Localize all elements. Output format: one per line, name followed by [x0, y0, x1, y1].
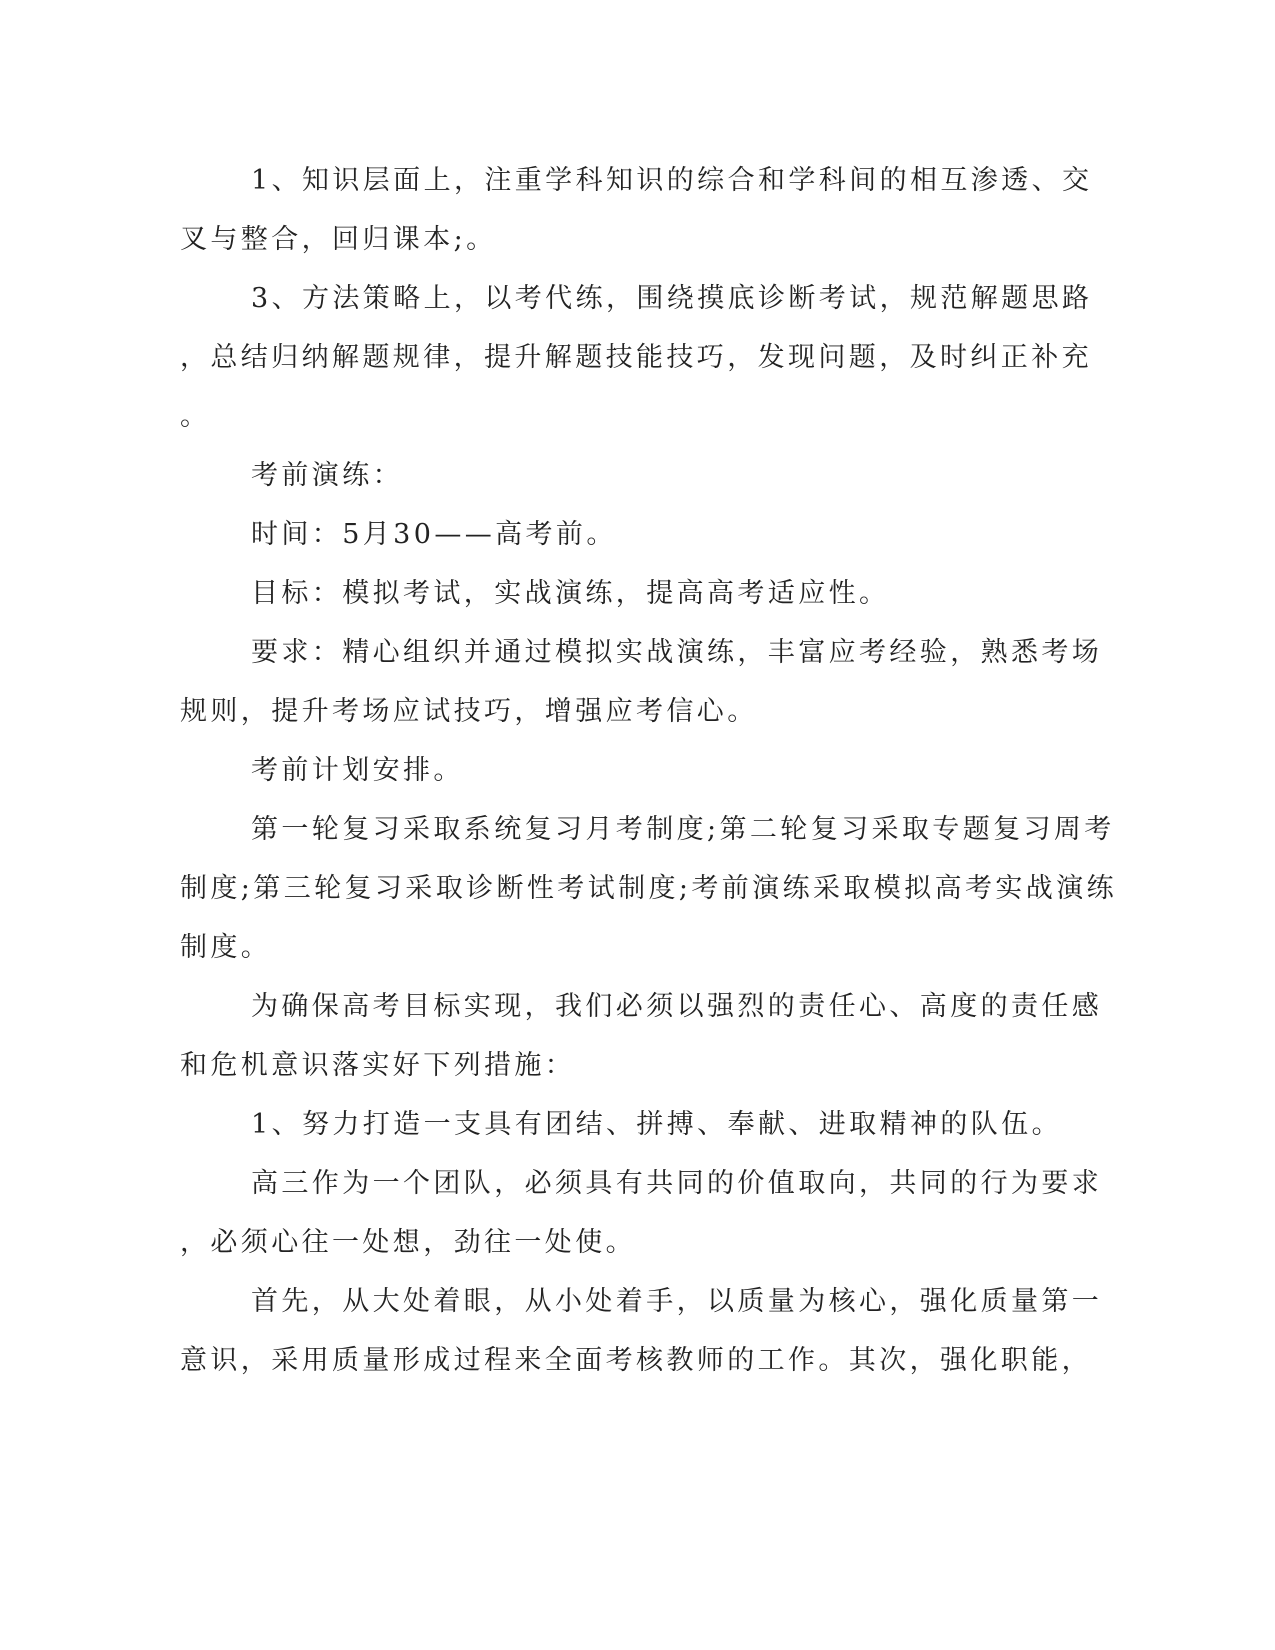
text-line: 和危机意识落实好下列措施： [180, 1050, 576, 1081]
text-line: 第一轮复习采取系统复习月考制度;第二轮复习采取专题复习周考 [251, 814, 1115, 845]
text-line: 为确保高考目标实现，我们必须以强烈的责任心、高度的责任感 [251, 991, 1103, 1022]
text-line: 规则，提升考场应试技巧，增强应考信心。 [180, 696, 758, 727]
text-line: 时间：5月30——高考前。 [251, 519, 617, 550]
text-line: ，总结归纳解题规律，提升解题技能技巧，发现问题，及时纠正补充 [180, 342, 1092, 373]
text-line: 制度;第三轮复习采取诊断性考试制度;考前演练采取模拟高考实战演练 [180, 873, 1117, 904]
text-line: 考前计划安排。 [251, 755, 464, 786]
text-line: 3、方法策略上，以考代练，围绕摸底诊断考试，规范解题思路 [251, 283, 1093, 314]
text-line: 。 [180, 401, 211, 432]
text-line: 叉与整合，回归课本;。 [180, 224, 497, 255]
text-line: 目标：模拟考试，实战演练，提高高考适应性。 [251, 578, 890, 609]
text-line: 要求：精心组织并通过模拟实战演练，丰富应考经验，熟悉考场 [251, 637, 1103, 668]
text-line: 1、知识层面上，注重学科知识的综合和学科间的相互渗透、交 [251, 165, 1093, 196]
text-line: 意识，采用质量形成过程来全面考核教师的工作。其次，强化职能， [180, 1345, 1092, 1376]
text-line: 1、努力打造一支具有团结、拼搏、奉献、进取精神的队伍。 [251, 1109, 1062, 1140]
text-line: 高三作为一个团队，必须具有共同的价值取向，共同的行为要求 [251, 1168, 1103, 1199]
text-line: 制度。 [180, 932, 272, 963]
text-line: ，必须心往一处想，劲往一处使。 [180, 1227, 636, 1258]
text-line: 考前演练： [251, 460, 403, 491]
text-line: 首先，从大处着眼，从小处着手，以质量为核心，强化质量第一 [251, 1286, 1103, 1317]
